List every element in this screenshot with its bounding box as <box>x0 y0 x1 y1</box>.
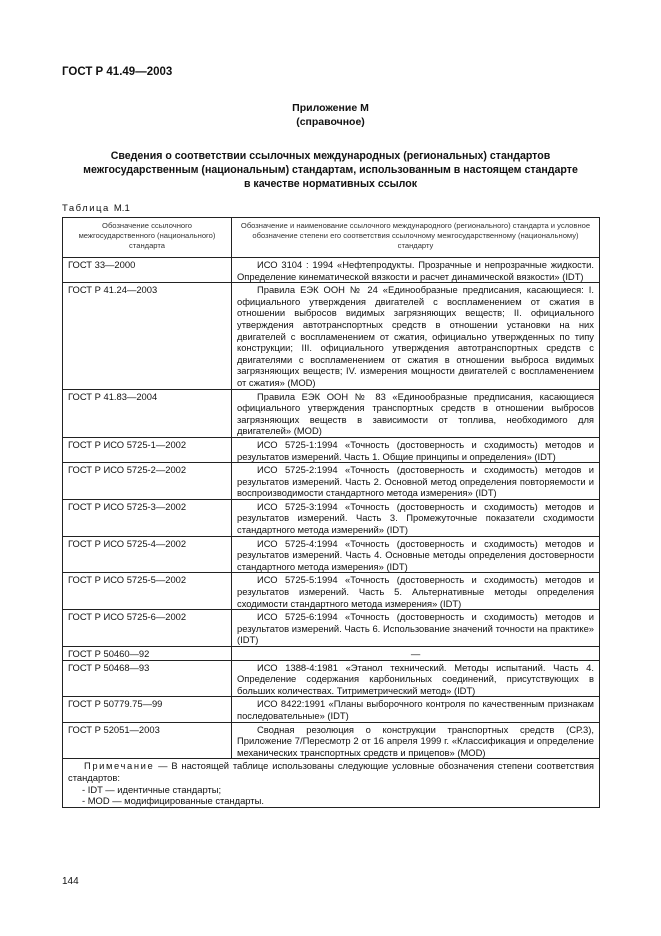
international-standard-text: ИСО 5725-5:1994 «Точность (достоверность и сходимость) методов и результатов измерений. Часть 5. Альтернативные методы определения сходимости стандартного метода измерения» (IDT) <box>237 574 594 609</box>
national-standard-cell: ГОСТ Р 52051—2003 <box>63 722 232 759</box>
table-label <box>62 203 130 214</box>
section-title <box>62 149 599 191</box>
international-standard-text: ИСО 8422:1991 «Планы выборочного контроля по качественным признакам последовательные» (IDT) <box>237 698 594 721</box>
international-standard-text: ИСО 3104 : 1994 «Нефтепродукты. Прозрачные и непрозрачные жидкости. Определение кинематической вязкости и расчет динамической вязкости» (IDT) <box>237 259 594 282</box>
international-standard-cell <box>232 536 600 573</box>
table-label-number: М.1 <box>113 203 130 214</box>
national-standard-cell: ГОСТ 33—2000 <box>63 258 232 283</box>
international-standard-text: ИСО 5725-4:1994 «Точность (достоверность и сходимость) методов и результатов измерений. Часть 4. Основные методы определения достоверности стандартного метода измерения» (IDT) <box>237 537 594 572</box>
appendix-heading <box>62 101 599 129</box>
document-header: ГОСТ Р 41.49—2003 <box>62 66 173 78</box>
title-line-1: Сведения о соответствии ссылочных международных (региональных) стандартов <box>110 150 551 162</box>
page-number: 144 <box>62 876 79 887</box>
note-item-mod: - MOD — модифицированные стандарты. <box>82 795 264 807</box>
national-standard-cell: ГОСТ Р 50460—92 <box>63 647 232 661</box>
table-row <box>63 258 600 283</box>
international-standard-text: Правила ЕЭК ООН № 24 «Единообразные предписания, касающиеся: I. официального утверждения двигателей с воспламенением от сжатия в отношении выбросов видимых загрязняющих веществ; II. официального утверждения автотранспортных средств в отношении установки на них двигателей с воспламенением от сжатия, официально утвержденных по типу конструкции; III. официального утверждения автотранспортных средств с двигателями с воспламенением от сжатия в отношении выброса видимых загрязняющих веществ; IV. измерения мощности двигателей с воспламенением от сжатия» (MOD) <box>237 284 594 388</box>
international-standard-text: ИСО 5725-6:1994 «Точность (достоверность и сходимость) методов и результатов измерений. Часть 6. Использование значений точности на практике» (IDT) <box>237 611 594 646</box>
national-standard-cell: ГОСТ Р 41.24—2003 <box>63 283 232 389</box>
national-standard-cell: ГОСТ Р ИСО 5725-3—2002 <box>63 499 232 536</box>
international-standard-cell <box>232 463 600 500</box>
table-body <box>63 258 600 759</box>
title-line-3: в качестве нормативных ссылок <box>243 178 418 190</box>
table-row <box>63 573 600 610</box>
national-standard-cell: ГОСТ Р ИСО 5725-6—2002 <box>63 610 232 647</box>
column-header-international-standard: Обозначение и наименование ссылочного международного (регионального) стандарта и условное обозначение степени его соответствия ссылочному межгосударственному (национальному) стандарту <box>232 218 600 258</box>
international-standard-text: Сводная резолюция о конструкции транспортных средств (СР.3), Приложение 7/Пересмотр 2 от 16 апреля 1999 г. «Классификация и определение механических транспортных средств и прицепов» (MOD) <box>237 723 594 758</box>
column-header-national-standard: Обозначение ссылочного межгосударственного (национального) стандарта <box>63 218 232 258</box>
international-standard-cell <box>232 499 600 536</box>
correspondence-table <box>62 217 600 808</box>
national-standard-cell: ГОСТ Р ИСО 5725-4—2002 <box>63 536 232 573</box>
appendix-subtitle: (справочное) <box>296 116 365 128</box>
international-standard-text: ИСО 1388-4:1981 «Этанол технический. Методы испытаний. Часть 4. Определение содержания карбонильных соединений, присутствующих в больших количествах. Титриметрический метод» (IDT) <box>237 661 594 696</box>
table-row <box>63 660 600 697</box>
national-standard-cell: ГОСТ Р ИСО 5725-1—2002 <box>63 437 232 462</box>
table-row <box>63 722 600 759</box>
international-standard-cell <box>232 258 600 283</box>
table-row <box>63 697 600 722</box>
national-standard-cell: ГОСТ Р ИСО 5725-2—2002 <box>63 463 232 500</box>
international-standard-text: Правила ЕЭК ООН № 83 «Единообразные предписания, касающиеся официального утверждения транспортных средств в отношении выбросов загрязняющих веществ в зависимости от топлива, необходимого для двигателей» (MOD) <box>237 390 594 437</box>
international-standard-cell <box>232 722 600 759</box>
table-row <box>63 610 600 647</box>
international-standard-cell <box>232 573 600 610</box>
table-row <box>63 283 600 389</box>
international-standard-cell: — <box>232 647 600 661</box>
table-row <box>63 463 600 500</box>
international-standard-cell <box>232 660 600 697</box>
international-standard-cell <box>232 389 600 437</box>
international-standard-cell <box>232 610 600 647</box>
table-header-row <box>63 218 600 258</box>
table-row <box>63 437 600 462</box>
table-row <box>63 536 600 573</box>
international-standard-text: ИСО 5725-2:1994 «Точность (достоверность и сходимость) методов и результатов измерений. Часть 2. Основной метод определения повторяемости и воспроизводимости стандартного метода измерения» (IDT) <box>237 464 594 499</box>
table-row <box>63 499 600 536</box>
national-standard-cell: ГОСТ Р 50468—93 <box>63 660 232 697</box>
international-standard-cell <box>232 697 600 722</box>
table-note <box>63 759 600 807</box>
national-standard-cell: ГОСТ Р 41.83—2004 <box>63 389 232 437</box>
international-standard-text: ИСО 5725-1:1994 «Точность (достоверность и сходимость) методов и результатов измерений. Часть 1. Общие принципы и определения» (IDT) <box>237 438 594 462</box>
table-row <box>63 647 600 661</box>
national-standard-cell: ГОСТ Р 50779.75—99 <box>63 697 232 722</box>
note-item-idt: - IDT — идентичные стандарты; <box>82 783 222 795</box>
national-standard-cell: ГОСТ Р ИСО 5725-5—2002 <box>63 573 232 610</box>
note-text: — В настоящей таблице использованы следующие условные обозначения степени соответствия стандартов: <box>68 760 594 783</box>
international-standard-cell <box>232 283 600 389</box>
table-label-prefix: Таблица <box>62 203 110 214</box>
international-standard-cell <box>232 437 600 462</box>
note-label: Примечание <box>84 760 155 772</box>
appendix-title: Приложение М <box>292 102 369 114</box>
title-line-2: межгосударственным (национальным) стандартам, использованным в настоящем стандарте <box>83 164 578 176</box>
table-row <box>63 389 600 437</box>
international-standard-text: ИСО 5725-3:1994 «Точность (достоверность и сходимость) методов и результатов измерений. Часть 3. Промежуточные показатели сходимости стандартного метода измерений» (IDT) <box>237 500 594 536</box>
table-note-row <box>63 759 600 807</box>
